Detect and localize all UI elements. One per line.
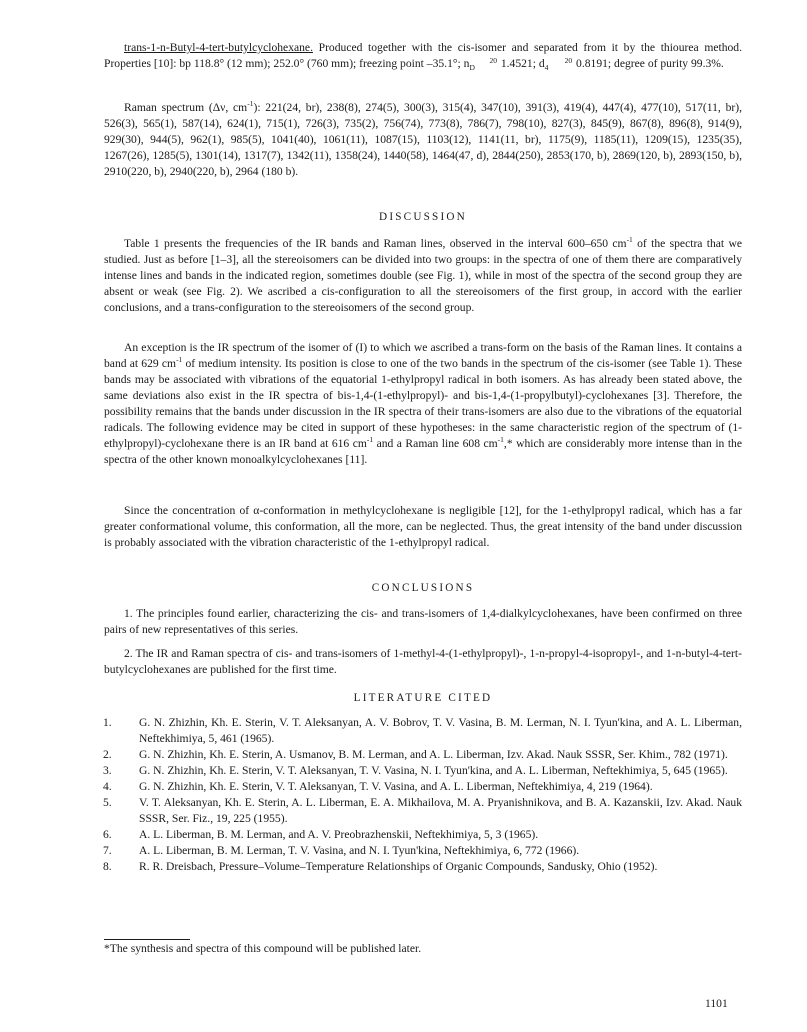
raman-values: 221(24, br), 238(8), 274(5), 300(3), 315(4), 347(10), 391(3), 419(4), 447(4), 477(10), 517(11, br), 526(3), 565(1), 587(14), 624(1), 715(1), 726(3), 735(2), 756(74), 773(8), 786(7), 798(10), 827(3), 845(9), 867(8), 896(8), 914(9), 929(30), 944(5), 962(1), 985(5), 1041(40), 1061(11), 1087(15), 1103(12), 1141(11, br), 1175(9), 1185(11), 1209(15), 1235(35), 1267(26), 1285(5), 1301(14), 1317(7), 1342(11), 1358(24), 1440(58), 1464(47, d), 2844(250), 2853(170, b), 2869(120, b), 2893(150, b), 2910(220, b), 2940(220, b), 2964 (180 b). [104,101,742,178]
discussion-paragraph-1: Table 1 presents the frequencies of the IR bands and Raman lines, observed in the interval 600–650 $cm^{-1}$ of the spectra that we studied. Just as before [1–3], all the stereoisomers can be divided into two groups: in the spectra of one of them there are comparatively intense lines and bands in the indicated region, sometimes double (see Fig. 1), while in most of the spectra of the second group they are absent or weak (see Fig. 2). We ascribed a cis-configuration to all the stereoisomers of the first group, in accord with the earlier conclusions, and a trans-configuration to the stereoisomers of the second group. [104,235,743,314]
discussion-section [104,209,742,225]
conclusion-2: 2. The IR and Raman spectra of cis- and trans-isomers of 1-methyl-4-(1-ethylpropyl)-, 1-n-propyl-4-isopropyl-, and 1-n-butyl-4-tert-butylcyclohexanes are published for the first time. [104,647,742,676]
raman-paragraph [104,100,742,180]
references-list [104,715,742,875]
raman-spectrum: Raman spectrum (Δν, $cm^{-1}$): 221(24, br), 238(8), 274(5), 300(3), 315(4), 347(10), 391(3), 419(4), 447(4), 477(10), 517(11, br), 526(3), 565(1), 587(14), 624(1), 715(1), 726(3), 735(2), 756(74), 773(8), 786(7), 798(10), 827(3), 845(9), 867(8), 896(8), 914(9), 929(30), 944(5), 962(1), 985(5), 1041(40), 1061(11), 1087(15), 1103(12), 1141(11, br), 1175(9), 1185(11), 1209(15), 1235(35), 1267(26), 1285(5), 1301(14), 1317(7), 1342(11), 1358(24), 1440(58), 1464(47, d), 2844(250), 2853(170, b), 2869(120, b), 2893(150, b), 2910(220, b), 2940(220, b), 2964 (180 b). [104,99,742,178]
compound-paragraph [104,40,742,72]
page-number: 1101 [705,997,728,1010]
conclusion-1: 1. The principles found earlier, characterizing the cis- and trans-isomers of 1,4-dialkylcyclohexanes, have been confirmed on three pairs of new representatives of this series. [104,607,742,636]
compound-name: trans-1-n-Butyl-4-tert-butylcyclohexane. [124,41,313,54]
discussion-paragraph-3: Since the concentration of α-conformation in methylcyclohexane is negligible [12], for the 1-ethylpropyl radical, which has a far greater conformational volume, this conformation, all the more, can be neglected. Thus, the great intensity of the band under discussion is probably associated with the vibration characteristic of the 1-ethylpropyl radical. [104,504,742,549]
reference-item: 3. G. N. Zhizhin, Kh. E. Sterin, V. T. Aleksanyan, T. V. Vasina, N. I. Tyun'kina, and A. L. Liberman, Neftekhimiya, 5, 645 (1965). [103,764,728,777]
footnote: *The synthesis and spectra of this compound will be published later. [104,942,422,955]
discussion-paragraph-2: An exception is the IR spectrum of the isomer of (I) to which we ascribed a trans-form on the basis of the Raman lines. It contains a band at 629 $cm^{-1}$ of medium intensity. Its position is close to one of the two bands in the spectrum of the cis-isomer (see Table 1). These bands may be associated with vibrations of the equatorial 1-ethylpropyl radical in both isomers. As has already been stated above, the same deviations also exist in the IR spectra of bis-1,4-(1-ethylpropyl)- and bis-1,4-(1-propylbutyl)-cyclohexanes [3]. Therefore, the possibility remains that the bands under discussion in the IR spectra of their trans-isomers are also due to the vibrations of the equatorial radicals. The following evidence may be cited in support of these hypotheses: in the same characteristic region of the spectrum of (1-ethylpropyl)-cyclohexane there is an IR band at 616 $cm^{-1}$ and a Raman line 608 $cm^{-1},*$ which are considerably more intense than in the spectra of the other known monoalkylcyclohexanes [11]. [104,341,742,466]
reference-item: 5. V. T. Aleksanyan, Kh. E. Sterin, A. L. Liberman, E. A. Mikhailova, M. A. Pryanishnikova, and B. A. Kazanskii, Izv. Akad. Nauk SSSR, Ser. Fiz., 19, 225 (1955). [103,796,742,825]
literature-heading: LITERATURE CITED [353,692,493,704]
compound-properties: trans-1-n-Butyl-4-tert-butylcyclohexane. Produced together with the cis-isomer and separated from it by the thiourea method. Properties [10]: bp 118.8° (12 mm); 252.0° (760 mm); freezing point –35.1°; n 20 D 1.4521; d 20 4 0.8191; degree of purity 99.3%. [104,41,742,73]
conclusions-heading: CONCLUSIONS [371,582,475,594]
reference-item: 7. A. L. Liberman, B. M. Lerman, T. V. Vasina, and N. I. Tyun'kina, Neftekhimiya, 6, 772 (1966). [103,844,580,857]
reference-item: 8. R. R. Dreisbach, Pressure–Volume–Temperature Relationships of Organic Compounds, Sandusky, Ohio (1952). [103,860,658,873]
reference-item: 1. G. N. Zhizhin, Kh. E. Sterin, V. T. Aleksanyan, A. V. Bobrov, T. V. Vasina, B. M. Lerman, N. I. Tyun'kina, and A. L. Liberman, Neftekhimiya, 5, 461 (1965). [103,716,742,745]
conclusions-section [104,580,742,596]
footnote-rule [104,939,190,940]
literature-section [104,690,742,706]
reference-item: 2. G. N. Zhizhin, Kh. E. Sterin, A. Usmanov, B. M. Lerman, and A. L. Liberman, Izv. Akad. Nauk SSSR, Ser. Khim., 782 (1971). [103,748,728,761]
reference-item: 6. A. L. Liberman, B. M. Lerman, and A. V. Preobrazhenskii, Neftekhimiya, 5, 3 (1965). [103,828,539,841]
reference-item: 4. G. N. Zhizhin, Kh. E. Sterin, V. T. Aleksanyan, T. V. Vasina, and A. L. Liberman, Neftekhimiya, 4, 219 (1964). [103,780,653,793]
discussion-heading: DISCUSSION [379,211,467,223]
